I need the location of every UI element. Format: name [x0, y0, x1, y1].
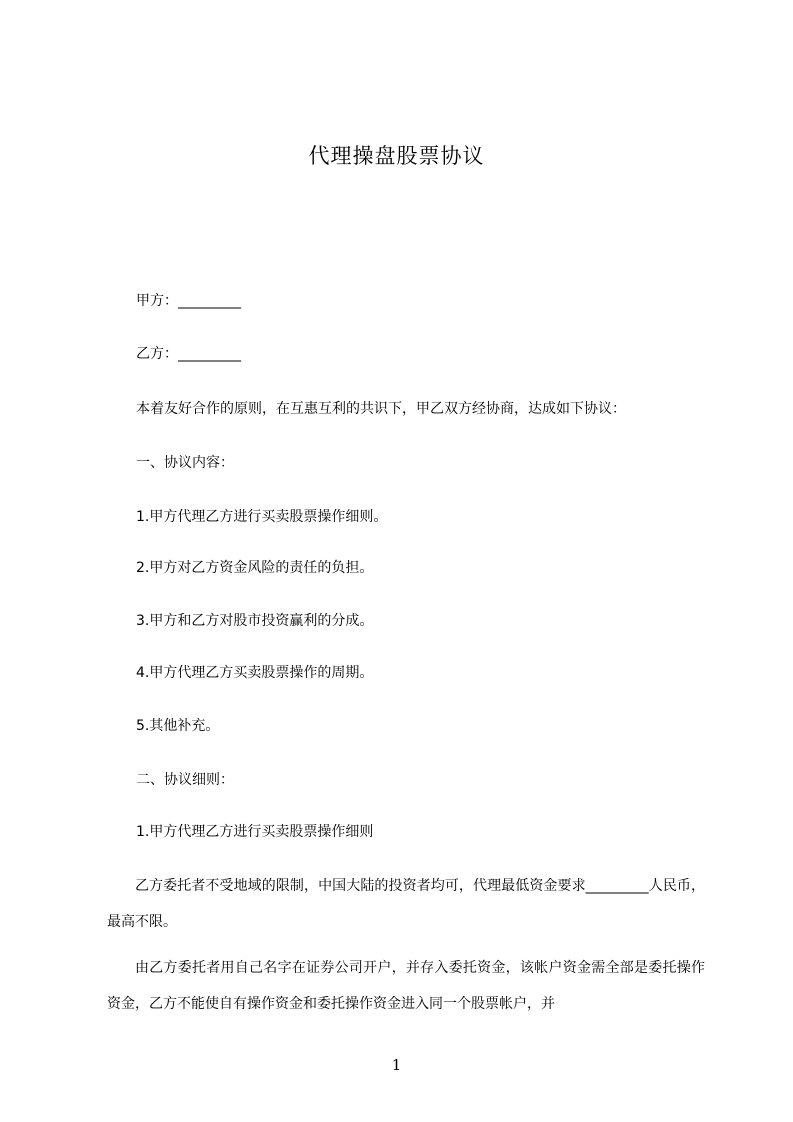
- section-1-heading: 一、协议内容：: [136, 455, 234, 471]
- party-b-line: 乙方：_________: [136, 346, 241, 362]
- document-title: 代理操盘股票协议: [308, 144, 485, 168]
- section-2-paragraph-1: 乙方委托者不受地域的限制，中国大陆的投资者均可，代理最低资金要求_________人民币，最高不限。: [107, 878, 705, 930]
- section-1-item-2: 2.甲方对乙方资金风险的责任的负担。: [136, 560, 374, 576]
- party-a-line: 甲方：_________: [136, 293, 241, 309]
- section-2-subheading: 1.甲方代理乙方进行买卖股票操作细则: [136, 824, 374, 840]
- section-1-item-4: 4.甲方代理乙方买卖股票操作的周期。: [136, 665, 374, 681]
- section-1-item-5: 5.其他补充。: [136, 718, 220, 734]
- section-2-paragraph-2: 由乙方委托者用自己名字在证券公司开户，并存入委托资金，该帐户资金需全部是委托操作资金，乙方不能使自有操作资金和委托操作资金进入同一个股票帐户，并: [107, 960, 705, 1012]
- section-2-heading: 二、协议细则：: [136, 772, 234, 788]
- section-1-item-3: 3.甲方和乙方对股市投资赢利的分成。: [136, 613, 374, 629]
- page-number: 1: [391, 1056, 402, 1074]
- section-1-item-1: 1.甲方代理乙方进行买卖股票操作细则。: [136, 509, 388, 525]
- intro-paragraph: 本着友好合作的原则，在互惠互利的共识下，甲乙双方经协商，达成如下协议：: [136, 401, 626, 417]
